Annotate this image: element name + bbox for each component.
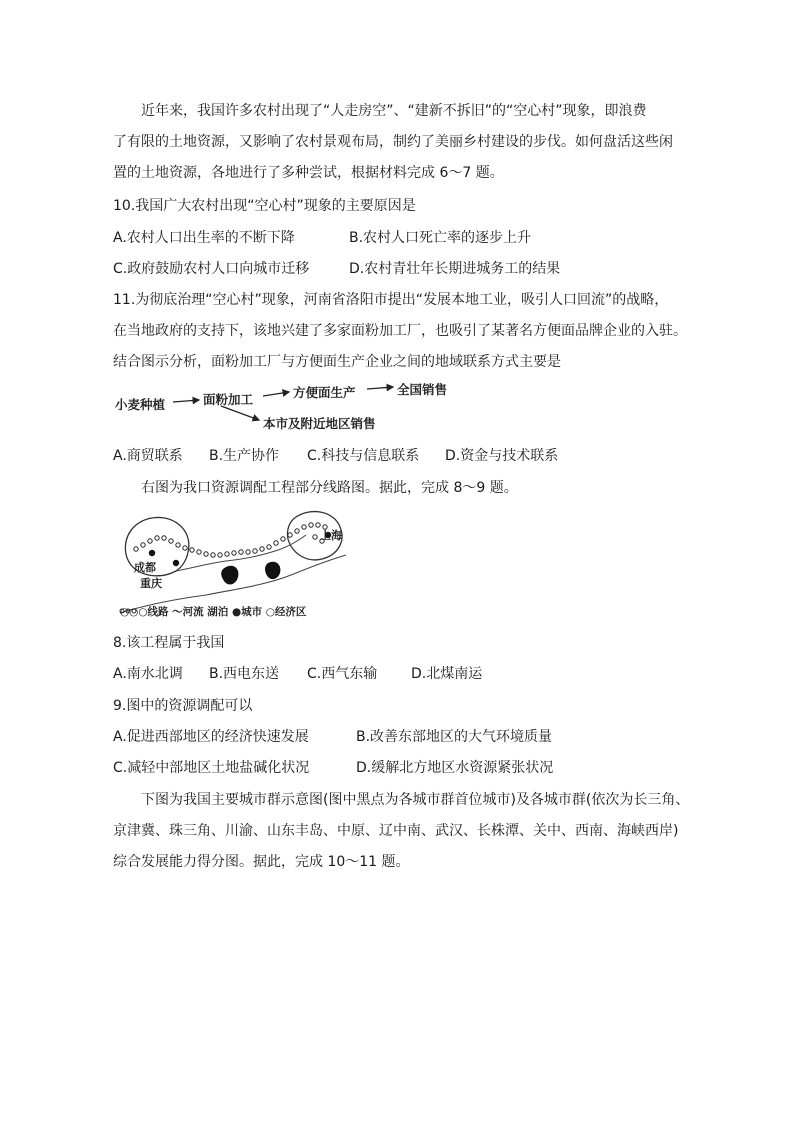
- q8-option-d: D.北煤南运: [411, 666, 483, 682]
- intro-line-1: 近年来，我国许多农村出现了“人走房空”、“建新不拆旧”的“空心村”现象，即浪费: [141, 103, 647, 119]
- q8-option-b: B.西电东送: [209, 666, 280, 682]
- q8-stem: 8.该工程属于我国: [113, 635, 225, 651]
- intro-line-3: 置的土地资源，各地进行了多种尝试，根据材料完成 6～7 题。: [113, 165, 504, 181]
- lake-poyang: [265, 562, 280, 579]
- arrow-flour-to-noodle: [263, 392, 289, 396]
- q10-option-d: D.农村青壮年长期进城务工的结果: [349, 261, 561, 277]
- outro-line-3: 综合发展能力得分图。据此，完成 10～11 题。: [113, 854, 410, 870]
- flow-node-national-sales: 全国销售: [397, 382, 448, 397]
- flow-node-noodle: 方便面生产: [293, 385, 356, 400]
- q8-option-a: A.南水北调: [113, 666, 183, 682]
- city-chongqing-dot: [173, 560, 179, 566]
- city-chengdu-dot: [149, 550, 155, 556]
- intro-line-2: 了有限的土地资源，又影响了农村景观布局，制约了美丽乡村建设的步伐。如何盘活这些闲: [113, 134, 673, 150]
- q11-option-a: A.商贸联系: [113, 448, 183, 464]
- arrow-wheat-to-flour: [173, 400, 199, 402]
- flow-node-local-sales: 本市及附近地区销售: [263, 416, 376, 431]
- city-label-chongqing: 重庆: [140, 577, 162, 590]
- industry-flow-chart: [113, 380, 448, 432]
- q9-option-a: A.促进西部地区的经济快速发展: [113, 729, 309, 745]
- q10-option-a: A.农村人口出生率的不断下降: [113, 230, 295, 246]
- city-label-chengdu: 成都: [134, 561, 156, 574]
- q11-line-1: 11.为彻底治理“空心村”现象，河南省洛阳市提出“发展本地工业，吸引人口回流”的战略，: [113, 292, 669, 308]
- q9-option-c: C.减轻中部地区土地盐碱化状况: [113, 760, 310, 776]
- map-intro: 右图为我口资源调配工程部分线路图。据此，完成 8～9 题。: [141, 480, 518, 496]
- q11-option-c: C.科技与信息联系: [307, 448, 420, 464]
- outro-line-1: 下图为我国主要城市群示意图(图中黑点为各城市群首位城市)及各城市群(依次为长三角、: [141, 792, 690, 808]
- q11-line-2: 在当地政府的支持下，该地兴建了多家面粉加工厂，也吸引了某著名方便面品牌企业的入驻。: [113, 323, 687, 339]
- q11-line-3: 结合图示分析，面粉加工厂与方便面生产企业之间的地域联系方式主要是: [113, 354, 561, 370]
- map-legend: ○○○线路 〜河流 湖泊 ●城市 ○经济区: [120, 606, 307, 618]
- river-branch: [176, 535, 306, 571]
- flow-node-wheat: 小麦种植: [115, 397, 166, 412]
- lake-dongting: [221, 566, 238, 585]
- q9-stem: 9.图中的资源调配可以: [113, 698, 253, 714]
- q10-option-b: B.农村人口死亡率的逐步上升: [349, 230, 532, 246]
- flow-node-flour: 面粉加工: [203, 392, 254, 407]
- q10-option-c: C.政府鼓励农村人口向城市迁移: [113, 261, 310, 277]
- q11-option-b: B.生产协作: [209, 448, 280, 464]
- q9-option-b: B.改善东部地区的大气环境质量: [356, 729, 553, 745]
- q10-stem: 10.我国广大农村出现“空心村”现象的主要原因是: [113, 198, 416, 214]
- q9-option-d: D.缓解北方地区水资源紧张状况: [356, 760, 554, 776]
- arrow-noodle-to-national: [367, 387, 393, 389]
- outro-line-2: 京津冀、珠三角、川渝、山东丰岛、中原、辽中南、武汉、长株潭、关中、西南、海峡西岸): [113, 823, 679, 839]
- city-label-shanghai: 上海: [320, 529, 342, 542]
- q11-option-d: D.资金与技术联系: [445, 448, 559, 464]
- arrow-flour-to-local: [221, 406, 259, 420]
- resource-transfer-map: [116, 505, 358, 623]
- q8-option-c: C.西气东输: [307, 666, 378, 682]
